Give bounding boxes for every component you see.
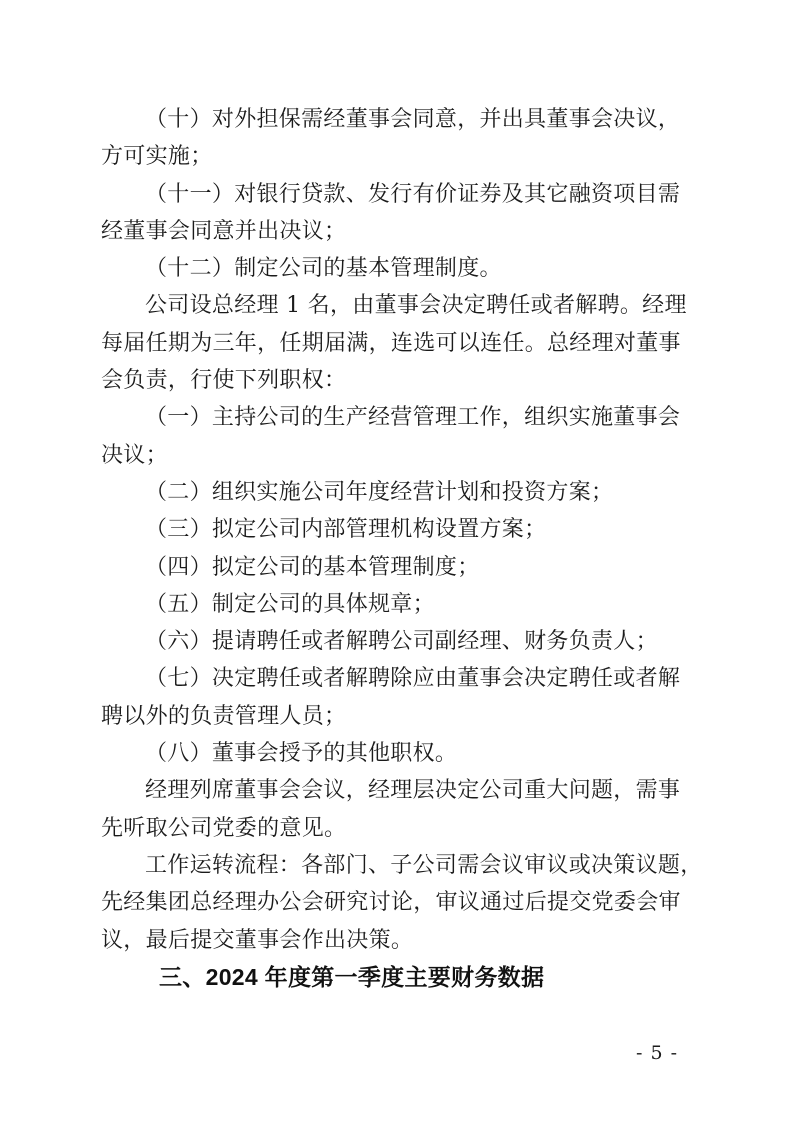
text-line: （六）提请聘任或者解聘公司副经理、财务负责人；: [145, 629, 658, 655]
text-line: （五）制定公司的具体规章；: [145, 591, 435, 617]
text-line: 经理列席董事会会议，经理层决定公司重大问题，需事: [145, 778, 681, 804]
text-line: （七）决定聘任或者解聘除应由董事会决定聘任或者解: [145, 666, 681, 692]
text-line: 先听取公司党委的意见。: [101, 815, 347, 841]
text-line: 议，最后提交董事会作出决策。: [101, 927, 414, 953]
text-line: 公司设总经理 1 名，由董事会决定聘任或者解聘。经理: [145, 293, 687, 319]
document-body: [101, 101, 703, 996]
text-line: 会负责，行使下列职权：: [101, 368, 347, 394]
text-line: 方可实施；: [101, 144, 213, 170]
text-line: （一）主持公司的生产经营管理工作，组织实施董事会: [145, 405, 681, 431]
text-line: 每届任期为三年，任期届满，连选可以连任。总经理对董事: [101, 330, 681, 356]
text-line: 先经集团总经理办公会研究讨论，审议通过后提交党委会审: [101, 890, 681, 916]
text-line: （八）董事会授予的其他职权。: [145, 741, 458, 767]
text-line: （十一）对银行贷款、发行有价证券及其它融资项目需: [145, 181, 681, 207]
text-line: 工作运转流程：各部门、子公司需会议审议或决策议题，: [145, 852, 703, 878]
text-line: 决议；: [101, 442, 168, 468]
text-line: （四）拟定公司的基本管理制度；: [145, 554, 480, 580]
text-line: （二）组织实施公司年度经营计划和投资方案；: [145, 479, 614, 505]
text-line: 聘以外的负责管理人员；: [101, 703, 347, 729]
text-line: 经董事会同意并出决议；: [101, 218, 347, 244]
text-line: （三）拟定公司内部管理机构设置方案；: [145, 517, 547, 543]
text-line: （十二）制定公司的基本管理制度。: [145, 256, 502, 282]
page-number: - 5 -: [636, 1042, 679, 1064]
section-heading: 三、2024 年度第一季度主要财务数据: [159, 963, 545, 990]
text-line: （十）对外担保需经董事会同意，并出具董事会决议，: [145, 107, 681, 132]
